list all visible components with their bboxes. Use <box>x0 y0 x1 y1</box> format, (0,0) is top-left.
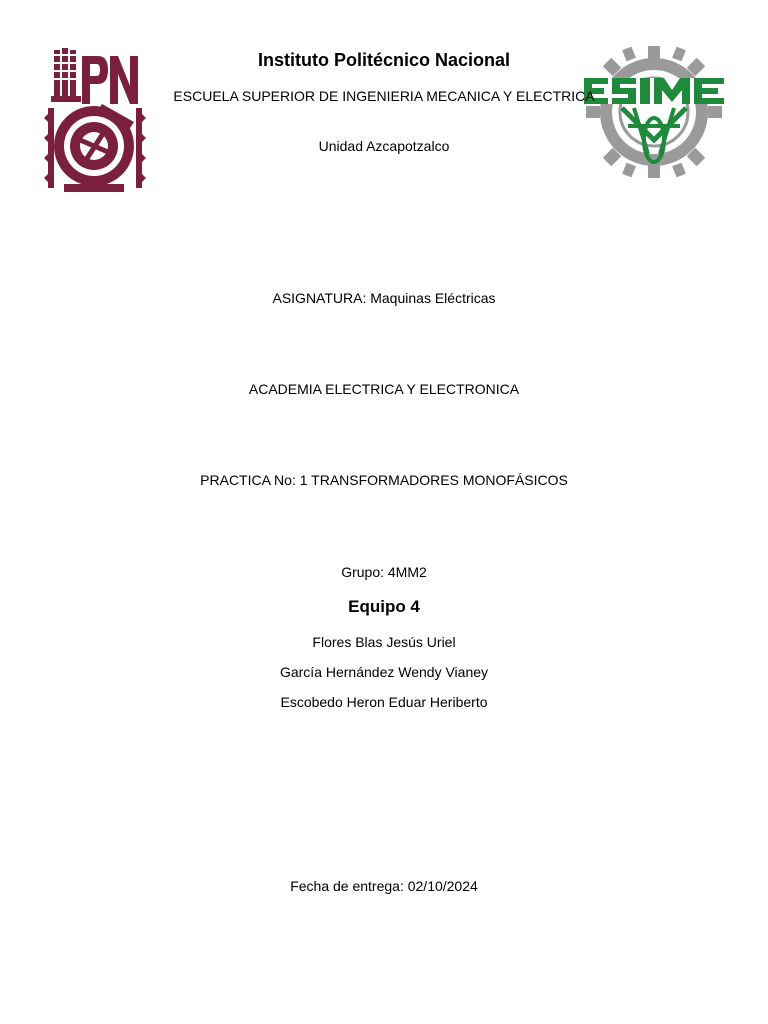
unit-name: Unidad Azcapotzalco <box>318 138 450 154</box>
team-member: Flores Blas Jesús Uriel <box>312 634 456 650</box>
delivery-date: Fecha de entrega: 02/10/2024 <box>290 878 478 894</box>
team-title: Equipo 4 <box>348 597 420 616</box>
subject-line: ASIGNATURA: Maquinas Eléctricas <box>272 290 496 306</box>
team-member: García Hernández Wendy Vianey <box>279 664 489 680</box>
school-name: ESCUELA SUPERIOR DE INGENIERIA MECANICA Y ELECTRICA <box>173 88 595 104</box>
team-member: Escobedo Heron Eduar Heriberto <box>280 694 488 710</box>
group-line: Grupo: 4MM2 <box>341 564 427 580</box>
institution-title: Instituto Politécnico Nacional <box>257 50 511 70</box>
academy-line: ACADEMIA ELECTRICA Y ELECTRONICA <box>248 381 520 397</box>
practice-line: PRACTICA No: 1 TRANSFORMADORES MONOFÁSICOS <box>200 472 568 488</box>
